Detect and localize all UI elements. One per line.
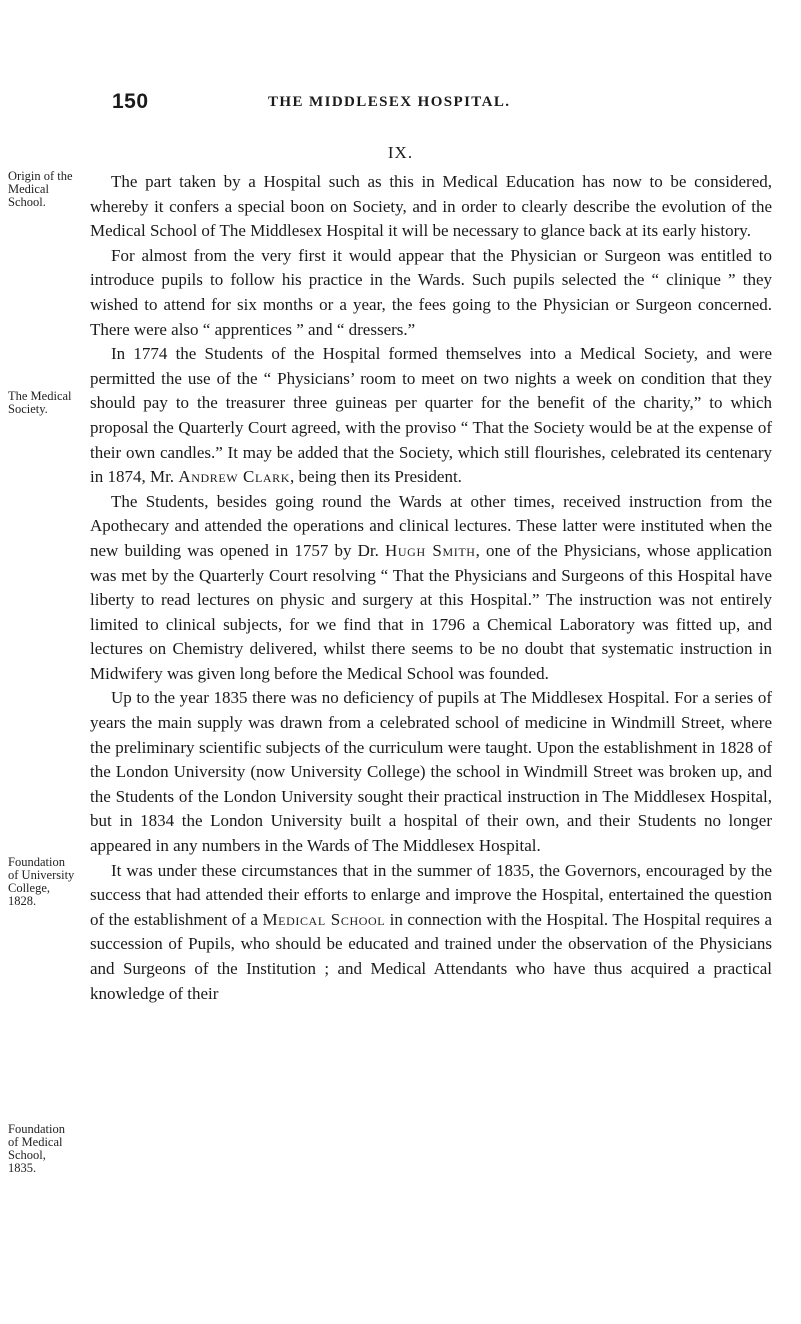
paragraph	[90, 170, 772, 244]
paragraph-text: in connection with the Hospital. The Hospital requires a succession of Pupils, who should be educated and trained under the observation of the Physicians and Surgeons of the Institution ; and Medical Attendants who have thus acquired a practical knowledge of their	[90, 909, 773, 1003]
paragraph	[90, 244, 772, 342]
paragraph-text: It was under these circumstances that in the summer of 1835, the Governors, encouraged by the success that had attended their efforts to enlarge and improve the Hospital, entertained the question of the establishment of a	[90, 860, 772, 929]
person-name: Andrew Clark	[178, 467, 291, 487]
paragraph	[90, 342, 772, 490]
person-name: Hugh Smith	[385, 540, 476, 560]
paragraph-text: In 1774 the Students of the Hospital formed themselves into a Medical Society, and were permitted the use of the “ Physicians’ room to meet on two nights a week on condition that they should pay to the treasurer three guineas per quarter for the benefit of the charity,” to which proposal the Quarterly Court agreed, with the proviso “ That the Society would be at the expense of their own candles.” It may be added that the Society, which still flourishes, celebrated its centenary in 1874, Mr.	[90, 344, 772, 487]
margin-note-origin: Origin of the Medical School.	[8, 169, 73, 209]
paragraph-text: The part taken by a Hospital such as this in Medical Education has now to be considered, whereby it confers a special boon on Society, and in order to clearly describe the evolution of the Medical School of The Middlesex Hospital it will be necessary to glance back at its early history.	[90, 172, 772, 241]
emphasis-term: Medical School	[262, 909, 386, 929]
margin-note-university-college: Foundation of University College, 1828.	[8, 855, 75, 908]
page-header	[108, 90, 746, 116]
chapter-heading: IX.	[387, 143, 414, 162]
paragraph	[90, 686, 772, 858]
paragraph-text: , one of the Physicians, whose application was met by the Quarterly Court resolving “ That the Physicians and Surgeons of this Hospital have liberty to read lectures on physic and surgery at this Hospital.” The instruction was not entirely limited to clinical subjects, for we find that in 1796 a Chemical Laboratory was fitted up, and lectures on Chemistry delivered, whilst there seems to be no doubt that systematic instruction in Midwifery was given long before the Medical School was founded.	[90, 540, 772, 683]
paragraph-text: The Students, besides going round the Wards at other times, received instruction from the Apothecary and attended the operations and clinical lectures. These latter were instituted when the new building was opened in 1757 by Dr.	[90, 491, 772, 560]
paragraph	[90, 490, 772, 687]
paragraph-text: , being then its President.	[290, 467, 462, 487]
paragraph	[90, 859, 772, 1007]
paragraph-text: Up to the year 1835 there was no deficiency of pupils at The Middlesex Hospital. For a series of years the main supply was drawn from a celebrated school of medicine in Windmill Street, where the preliminary scientific subjects of the curriculum were taught. Upon the establishment in 1828 of the London University (now University College) the school in Windmill Street was broken up, and the Students of the London University sought their practical instruction in The Middlesex Hospital, but in 1834 the London University built a hospital of their own, and their Students no longer appeared in any numbers in the Wards of The Middlesex Hospital.	[90, 688, 772, 856]
page-number: 150	[112, 90, 149, 113]
margin-note-medical-school: Foundation of Medical School, 1835.	[8, 1122, 65, 1175]
running-head: THE MIDDLESEX HOSPITAL.	[268, 94, 511, 110]
margin-note-medical-society: The Medical Society.	[8, 389, 72, 416]
paragraph-text: For almost from the very first it would appear that the Physician or Surgeon was entitled to introduce pupils to follow his practice in the Wards. Such pupils selected the “ clinique ” they wished to attend for six months or a year, the fees going to the Physician or Surgeon concerned. There were also “ apprentices ” and “ dressers.”	[90, 245, 772, 339]
body-text	[90, 170, 772, 1006]
